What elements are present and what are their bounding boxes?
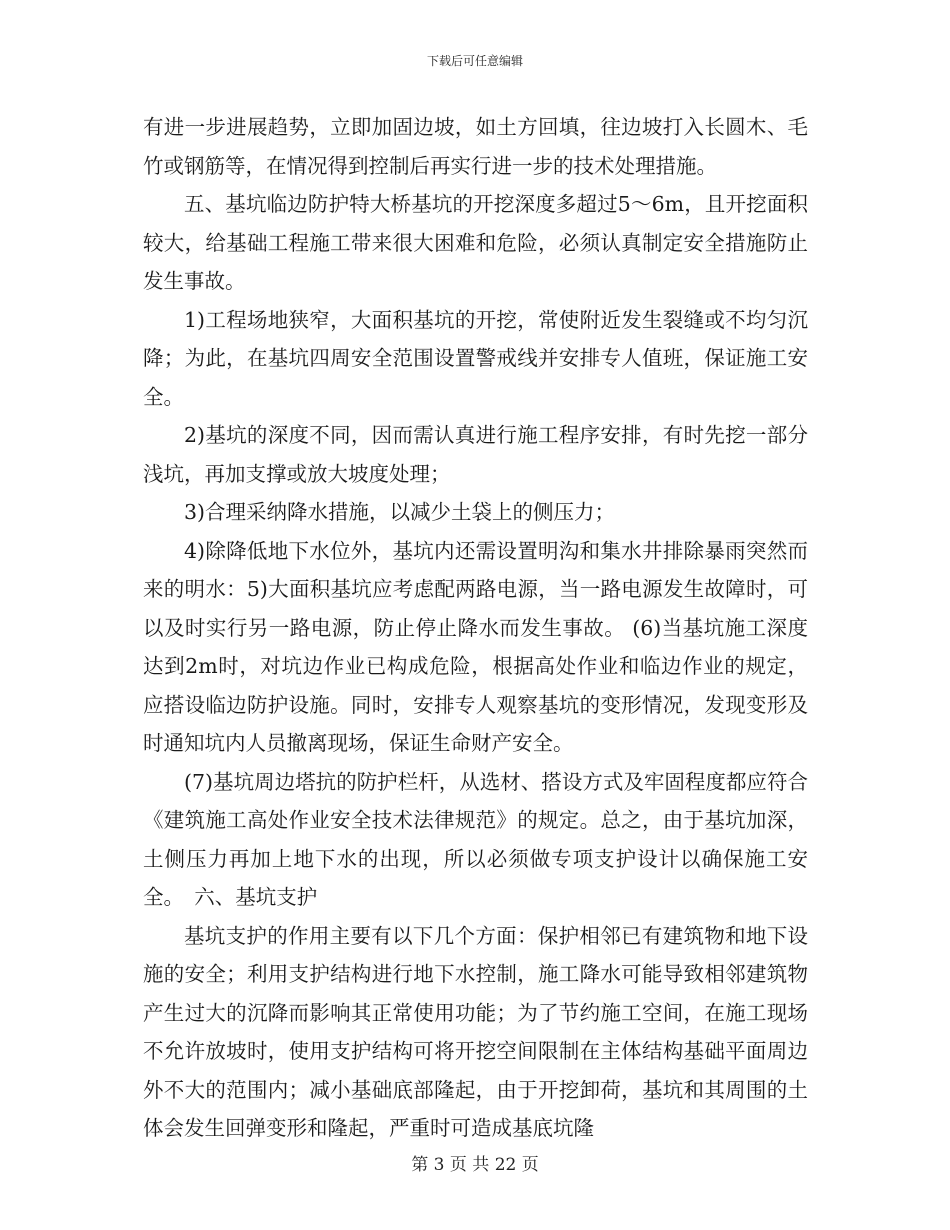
paragraph-item-1: 1)工程场地狭窄，大面积基坑的开挖，常使附近发生裂缝或不均匀沉降；为此，在基坑四周安全范围设置警戒线并安排专人值班，保证施工安全。	[143, 307, 808, 409]
paragraph-item-3: 3)合理采纳降水措施，以减少土袋上的侧压力；	[184, 500, 616, 524]
paragraph-item-7: (7)基坑周边塔抗的防护栏杆，从选材、搭设方式及牢固程度都应符合《建筑施工高处作业安全技术法律规范》的规定。总之，由于基坑加深，土侧压力再加上地下水的出现，所以必须做专项支护设计以确保施工安全。 六、基坑支护	[143, 769, 808, 909]
paragraph-section-five: 五、基坑临边防护特大桥基坑的开挖深度多超过5～6m，且开挖面积较大，给基础工程施工带来很大困难和危险，必须认真制定安全措施防止发生事故。	[143, 192, 808, 293]
paragraph-item-4-6: 4)除降低地下水位外，基坑内还需设置明沟和集水井排除暴雨突然而来的明水：5)大面积基坑应考虑配两路电源，当一路电源发生故障时，可以及时实行另一路电源，防止停止降水而发生事故。 (6)当基坑施工深度达到2m时，对坑边作业已构成危险，根据高处作业和临边作业的规定，应搭设临边防护设施。同时，安排专人观察基坑的变形情况，发现变形及时通知坑内人员撤离现场，保证生命财产安全。	[143, 538, 808, 755]
paragraph-item-2: 2)基坑的深度不同，因而需认真进行施工程序安排，有时先挖一部分浅坑，再加支撑或放大坡度处理；	[143, 423, 808, 486]
page-header-note: 下载后可任意编辑	[426, 54, 523, 68]
paragraph-support-purpose: 基坑支护的作用主要有以下几个方面：保护相邻已有建筑物和地下设施的安全；利用支护结构进行地下水控制，施工降水可能导致相邻建筑物产生过大的沉降而影响其正常使用功能；为了节约施工空间，在施工现场不允许放坡时，使用支护结构可将开挖空间限制在主体结构基础平面周边外不大的范围内；减小基础底部隆起，由于开挖卸荷，基坑和其周围的土体会发生回弹变形和隆起，严重时可造成基底坑隆	[143, 923, 808, 1140]
page-number: 第 3 页 共 22 页	[411, 1155, 539, 1175]
paragraph-continuation: 有进一步进展趋势，立即加固边坡，如土方回填，往边坡打入长圆木、毛竹或钢筋等，在情况得到控制后再实行进一步的技术处理措施。	[143, 115, 808, 178]
document-body	[143, 108, 808, 1148]
